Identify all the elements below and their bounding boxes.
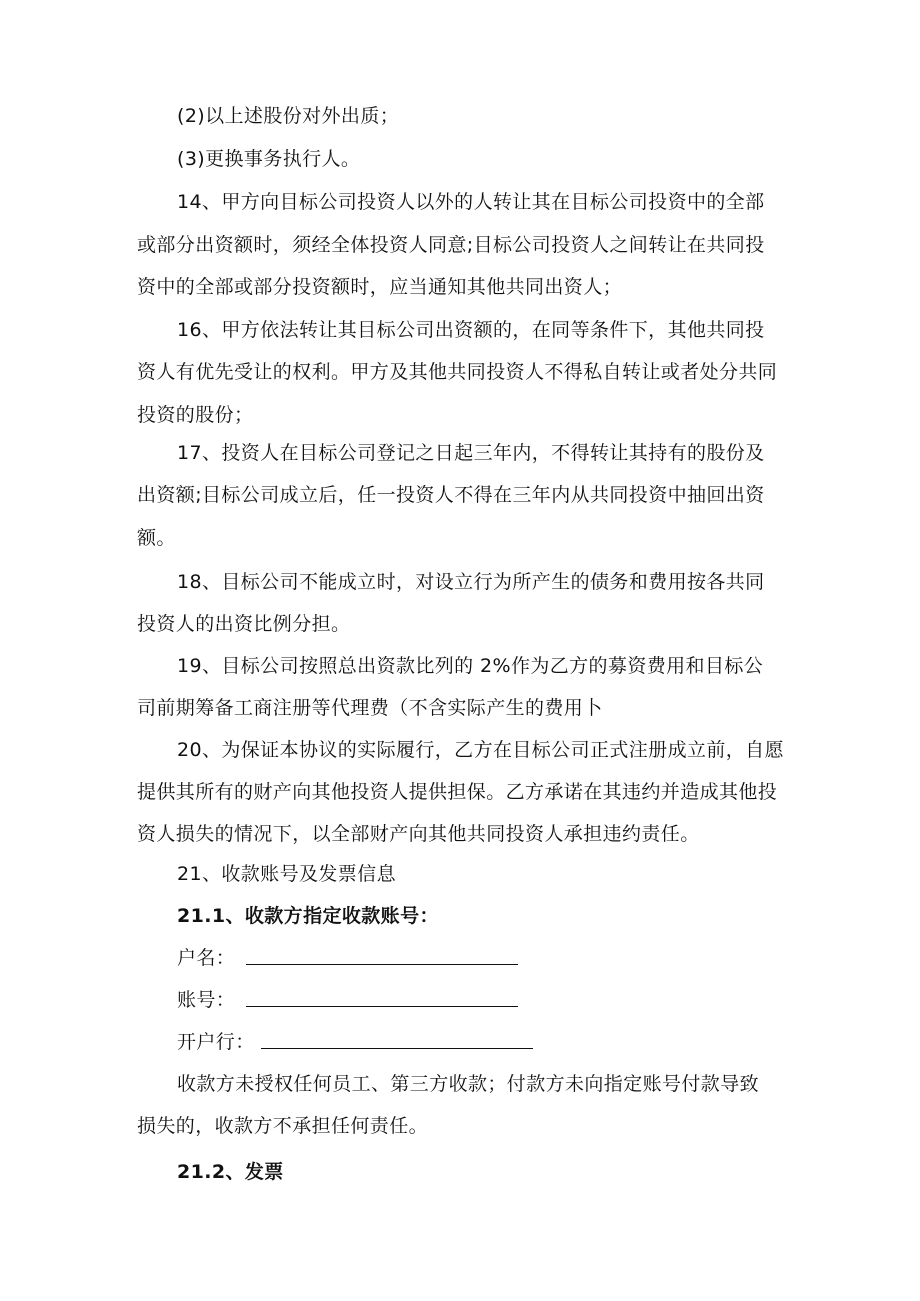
clause-line: 资中的全部或部分投资额时，应当通知其他共同出资人；	[137, 276, 623, 298]
clause-line: 或部分出资额时，须经全体投资人同意;目标公司投资人之间转让在共同投	[137, 234, 765, 256]
bank-label: 开户行：	[177, 1031, 255, 1053]
clause-line: 资人损失的情况下，以全部财产向其他共同投资人承担违约责任。	[137, 823, 700, 845]
subsection-heading: 21.1、收款方指定收款账号：	[177, 905, 439, 927]
clause-line: 18、目标公司不能成立时，对设立行为所产生的债务和费用按各共同	[177, 571, 765, 593]
clause-line: 16、甲方依法转让其目标公司出资额的，在同等条件下，其他共同投	[177, 319, 765, 341]
clause-line: 资人有优先受让的权利。甲方及其他共同投资人不得私自转让或者处分共同	[137, 361, 778, 383]
clause-line: 司前期筹备工商注册等代理费（不含实际产生的费用卜	[137, 697, 603, 719]
clause-line: 投资人的出资比例分担。	[137, 613, 351, 635]
clause-line: 出资额;目标公司成立后，任一投资人不得在三年内从共同投资中抽回出资	[137, 484, 765, 506]
section-heading: 21、收款账号及发票信息	[177, 863, 396, 885]
clause-line: (2)以上述股份对外出质；	[177, 105, 400, 127]
clause-line: 提供其所有的财产向其他投资人提供担保。乙方承诺在其违约并造成其他投	[137, 781, 778, 803]
subsection-heading: 21.2、发票	[177, 1161, 284, 1183]
clause-line: 14、甲方向目标公司投资人以外的人转让其在目标公司投资中的全部	[177, 191, 765, 213]
clause-line: 收款方未授权任何员工、第三方收款；付款方未向指定账号付款导致	[177, 1073, 760, 1095]
account-name-label: 户名：	[177, 947, 236, 969]
clause-line: 投资的股份；	[137, 404, 254, 426]
clause-line: 19、目标公司按照总出资款比列的 2%作为乙方的募资费用和目标公	[177, 655, 764, 677]
clause-line: 20、为保证本协议的实际履行，乙方在目标公司正式注册成立前，自愿	[177, 739, 784, 761]
bank-blank	[261, 1048, 533, 1049]
account-name-blank	[246, 964, 518, 965]
clause-line: 17、投资人在目标公司登记之日起三年内，不得转让其持有的股份及	[177, 442, 765, 464]
account-number-label: 账号：	[177, 989, 236, 1011]
clause-line: 额。	[137, 527, 176, 549]
account-number-blank	[246, 1006, 518, 1007]
clause-line: 损失的，收款方不承担任何责任。	[137, 1115, 429, 1137]
clause-line: (3)更换事务执行人。	[177, 148, 361, 170]
